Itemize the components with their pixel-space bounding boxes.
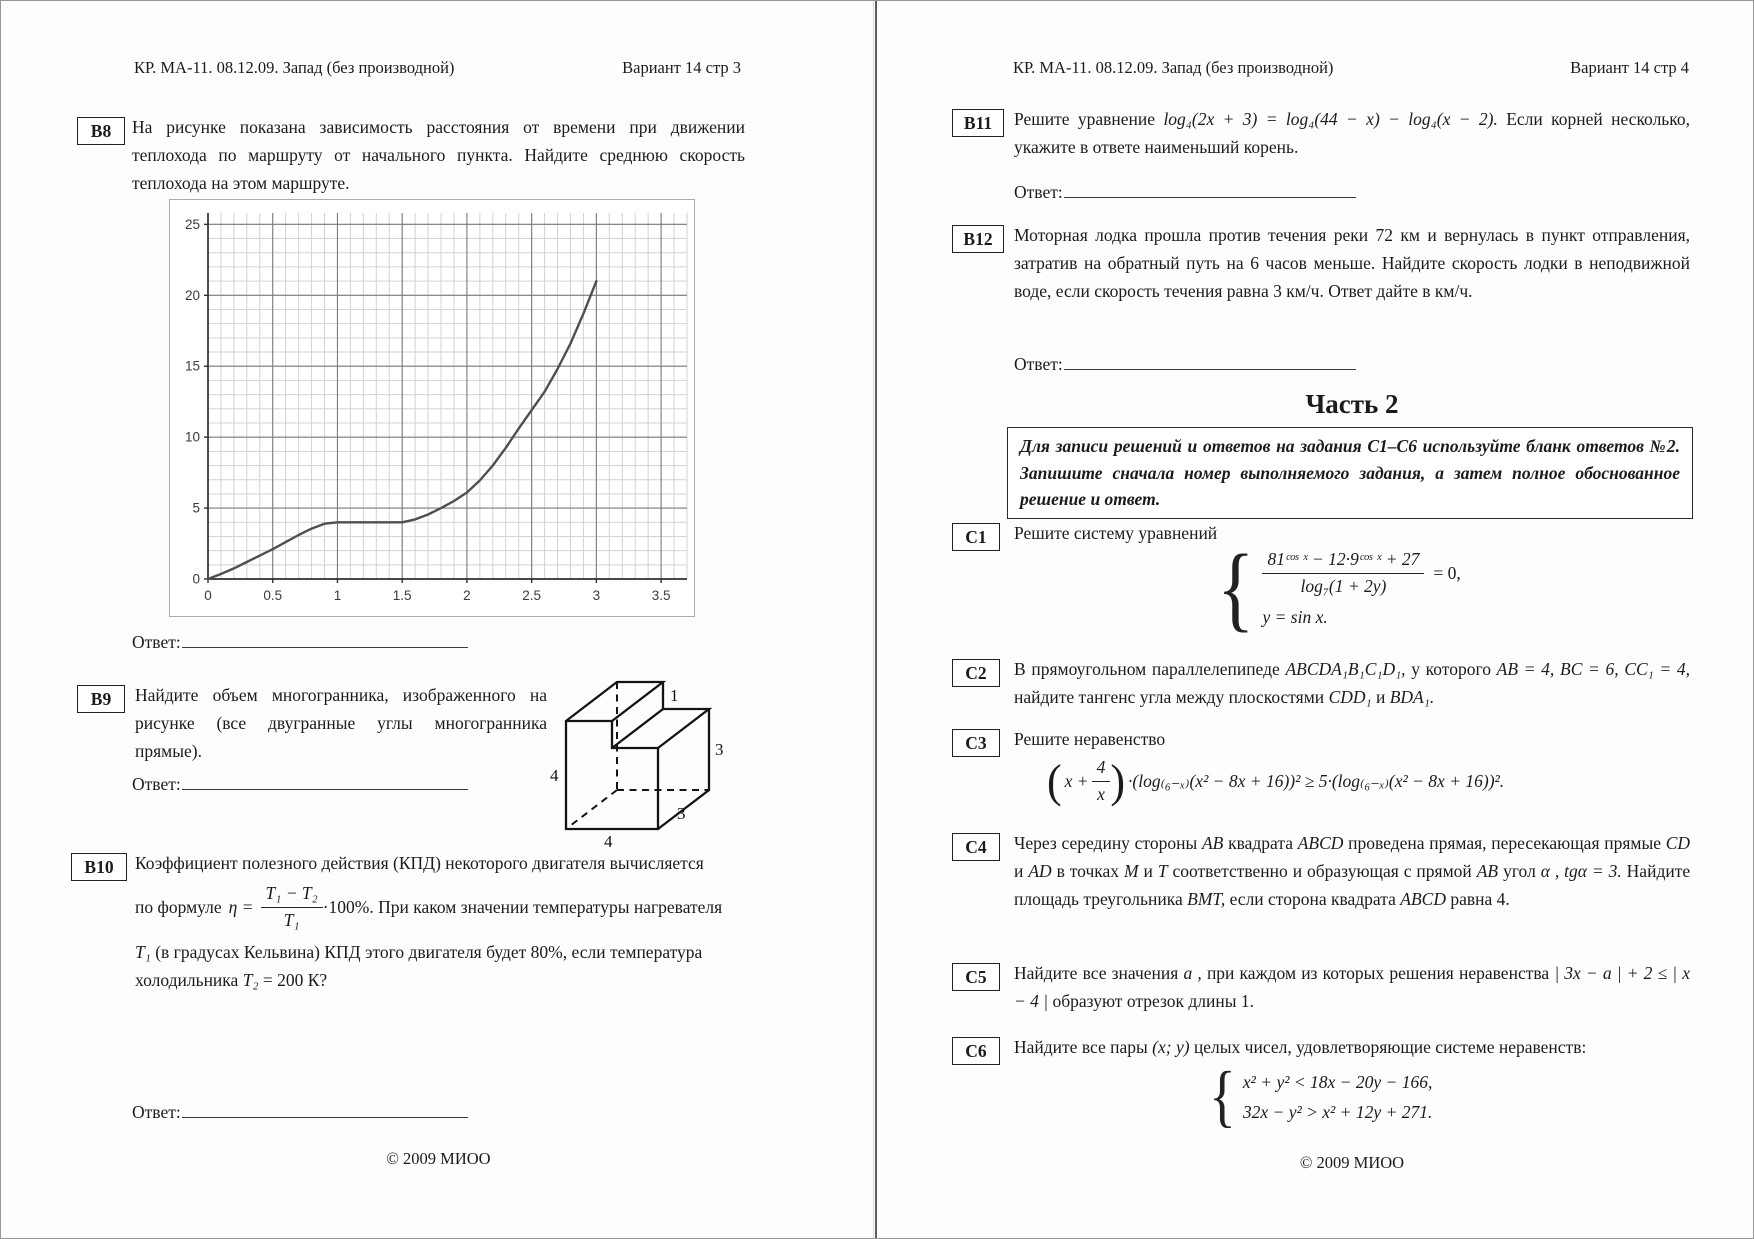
part2-heading: Часть 2: [1305, 389, 1399, 419]
doc-title-right: КР. МА-11. 08.12.09. Запад (без производной): [1013, 58, 1334, 77]
b10-formula-line: [135, 883, 747, 932]
problem-number-b8: В8: [77, 117, 125, 145]
answer-label: Ответ:: [1014, 354, 1063, 374]
answer-line-b8: [132, 631, 468, 653]
problem-c1-text: Решите систему уравнений: [1014, 523, 1218, 543]
b10-fraction: $\frac{\text{T₁ − T₂}}{\text{T₁}}$: [261, 883, 323, 932]
y-tick-label: 25: [184, 216, 200, 232]
x-tick-label: 0.5: [263, 588, 283, 603]
c3-fraction: $\frac{4}{x}$: [1092, 757, 1111, 806]
answer-line-b12: [1014, 353, 1356, 375]
doc-title-left: КР. МА-11. 08.12.09. Запад (без производной): [134, 58, 455, 77]
b10-line3: T₁ (в градусах Кельвина) КПД этого двигателя будет 80%, если температура: [135, 941, 703, 962]
answer-blank: [182, 631, 468, 648]
chart-svg: [170, 200, 694, 616]
b10-formula-lead: по формуле: [135, 897, 222, 918]
problem-c6-text: Найдите все пары (x; y) целых чисел, удовлетворяющие системе неравенств:: [1014, 1037, 1587, 1057]
page-left: [1, 1, 873, 1238]
problem-number-c4: С4: [952, 833, 1000, 861]
problem-number-b12: В12: [952, 225, 1004, 253]
b10-line1: Коэффициент полезного действия (КПД) некоторого двигателя вычисляется: [135, 853, 704, 873]
edge-label-3-right: 3: [715, 740, 724, 759]
problem-number-c1: С1: [952, 523, 1000, 551]
c1-fraction: $\frac{\text{81ᶜᵒˢ ˣ − 12·9ᶜᵒˢ ˣ + 27}}{\text{log₇(1 + 2y)}}$: [1262, 549, 1424, 598]
b10-formula-tail: ·100%. При каком значении температуры нагревателя: [322, 897, 723, 918]
problem-c2-text: В прямоугольном параллелепипеде ABCDA₁B₁C₁D₁, у которого AB = 4, BC = 6, CC₁ = 4, найдите тангенс угла между плоскостями CDD₁ и BDA₁.: [1014, 659, 1691, 707]
y-tick-label: 10: [184, 429, 200, 445]
x-tick-label: 1.5: [392, 588, 412, 603]
problem-b8-text: На рисунке показана зависимость расстояния от времени при движении теплохода по маршруту от начального пункта. Найдите среднюю скорость теплохода на этом маршруте.: [132, 117, 745, 193]
b10-line4: холодильника T₂ = 200 К?: [135, 969, 328, 990]
variant-label-left: Вариант 14 стр 3: [622, 58, 741, 77]
footer-copyright-right: © 2009 МИОО: [1299, 1153, 1405, 1172]
answer-line-b9: [132, 773, 468, 795]
y-tick-label: 5: [192, 500, 200, 516]
distance-time-chart: [169, 199, 695, 617]
system-brace: {: [1209, 1058, 1236, 1135]
answer-label: Ответ:: [1014, 182, 1063, 202]
problem-b10-text: [135, 849, 747, 994]
x-tick-label: 1: [333, 588, 342, 603]
problem-c3-text: Решите неравенство: [1014, 729, 1166, 749]
c6-inequality-1: x² + y² < 18x − 20y − 166,: [1242, 1072, 1433, 1092]
c1-system: [1217, 534, 1461, 641]
y-tick-label: 20: [184, 287, 200, 303]
problem-number-c3: С3: [952, 729, 1000, 757]
problem-b9-text: Найдите объем многогранника, изображенного на рисунке (все двугранные углы многогранника прямые).: [135, 685, 547, 761]
answer-blank: [182, 1101, 468, 1118]
answer-blank: [182, 773, 468, 790]
x-tick-label: 3: [592, 588, 601, 603]
instruction-box: Для записи решений и ответов на задания С1–С6 используйте бланк ответов №2. Запишите сначала номер выполняемого задания, а затем полное обоснованное решение и ответ.: [1007, 427, 1693, 519]
y-tick-label: 15: [184, 358, 200, 374]
problem-number-c6: С6: [952, 1037, 1000, 1065]
problem-number-b10: В10: [71, 853, 127, 881]
answer-label: Ответ:: [132, 632, 181, 652]
answer-blank: [1064, 181, 1356, 198]
x-tick-label: 2.5: [522, 588, 542, 603]
c1-equation-2: y = sin x.: [1262, 606, 1328, 627]
problem-b12-text: Моторная лодка прошла против течения реки 72 км и вернулась в пункт отправления, затратив на обратный путь на 6 часов меньше. Найдите скорость лодки в неподвижной воде, если скорость течения равна 3 км/ч. Ответ дайте в км/ч.: [1014, 225, 1690, 301]
x-tick-label: 0: [204, 588, 212, 603]
close-paren: ): [1110, 755, 1126, 807]
x-tick-label: 2: [463, 588, 471, 603]
problem-c5-text: Найдите все значения a , при каждом из которых решения неравенства | 3x − a | + 2 ≤ | x − 4 | образуют отрезок длины 1.: [1014, 963, 1691, 1011]
x-tick-label: 3.5: [651, 588, 671, 603]
page-divider-light: [873, 1, 874, 1238]
page-right: [879, 1, 1754, 1238]
answer-label: Ответ:: [132, 1102, 181, 1122]
c6-inequality-2: 32x − y² > x² + 12y + 271.: [1242, 1102, 1433, 1122]
open-paren: (: [1047, 755, 1062, 807]
edge-label-4-left: 4: [550, 766, 559, 785]
polyhedron-svg: [548, 661, 766, 853]
problem-b11-text: Решите уравнение log₄(2x + 3) = log₄(44 − x) − log₄(x − 2). Если корней несколько, укажите в ответе наименьший корень.: [1014, 109, 1691, 157]
footer-copyright-left: © 2009 МИОО: [386, 1149, 491, 1168]
b10-eta: η =: [228, 897, 254, 918]
edge-label-3-depth: 3: [677, 804, 686, 823]
edge-label-4-bottom: 4: [604, 832, 613, 851]
answer-label: Ответ:: [132, 774, 181, 794]
polyhedron-figure: [548, 661, 766, 858]
answer-line-b10: [132, 1101, 468, 1123]
c1-equation-1: $\frac{\text{81ᶜᵒˢ ˣ − 12·9ᶜᵒˢ ˣ + 27}}{\text{log₇(1 + 2y)}}$ = 0,: [1262, 549, 1460, 598]
problem-number-b9: В9: [77, 685, 125, 713]
page-divider: [875, 1, 877, 1238]
problem-number-b11: В11: [952, 109, 1004, 137]
c3-inequality: ( x + $\frac{4}{x}$ ) ·(log₍₆₋ₓ₎(x² − 8x + 16))² ≥ 5·(log₍₆₋ₓ₎(x² − 8x + 16))².: [1047, 755, 1505, 807]
c6-system: [1209, 1058, 1433, 1135]
problem-c4-text: Через середину стороны AB квадрата ABCD проведена прямая, пересекающая прямые CD и AD в точках M и T соответственно и образующая с прямой AB угол α , tgα = 3. Найдите площадь треугольника BMT, если сторона квадрата ABCD равна 4.: [1014, 833, 1691, 909]
b11-equation: log₄(2x + 3) = log₄(44 − x) − log₄(x − 2).: [1163, 109, 1498, 129]
system-brace: {: [1217, 534, 1255, 641]
edge-label-1: 1: [670, 686, 679, 705]
variant-label-right: Вариант 14 стр 4: [1570, 58, 1689, 77]
answer-blank: [1064, 353, 1356, 370]
problem-number-c2: С2: [952, 659, 1000, 687]
problem-number-c5: С5: [952, 963, 1000, 991]
y-tick-label: 0: [192, 571, 200, 587]
answer-line-b11: [1014, 181, 1356, 203]
